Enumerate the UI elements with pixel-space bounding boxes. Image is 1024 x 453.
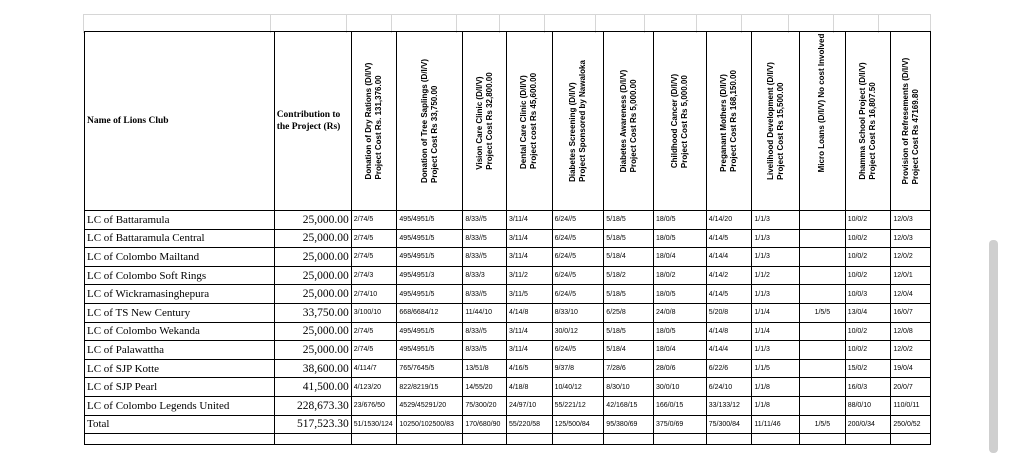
header-project: Dental Care Clinic (D/I/V) Project cost Rs 45,600.00: [506, 32, 552, 211]
project-count-cell: 18/0/5: [654, 229, 707, 248]
project-count-cell: 12/0/3: [891, 211, 931, 230]
table-row: [85, 211, 931, 230]
table-row: [85, 396, 931, 415]
project-count-cell: 5/20/8: [706, 303, 752, 322]
project-count-cell: 18/0/5: [654, 285, 707, 304]
project-count-cell: 18/0/5: [654, 211, 707, 230]
project-count-cell: 10/0/3: [845, 285, 891, 304]
project-count-cell: 4/18/8: [506, 378, 552, 397]
header-project: Donation of Tree Saplings (D/I/V) Project Cost Rs 33,750.00: [397, 32, 463, 211]
contribution-cell: 25,000.00: [274, 322, 351, 341]
contribution-cell: 25,000.00: [274, 211, 351, 230]
project-count-cell: 8/33//5: [463, 285, 507, 304]
project-count-cell: 55/220/58: [506, 415, 552, 434]
contribution-cell: 38,600.00: [274, 359, 351, 378]
project-count-cell: [800, 396, 846, 415]
table-row: [85, 341, 931, 360]
project-count-cell: 10/0/2: [845, 229, 891, 248]
project-count-cell: 4/14/8: [506, 303, 552, 322]
project-count-cell: 11/11/46: [752, 415, 800, 434]
project-count-cell: 10/0/2: [845, 322, 891, 341]
project-count-cell: 8/33//5: [463, 229, 507, 248]
project-count-cell: 2/74/5: [351, 211, 397, 230]
project-count-cell: 4/14/5: [706, 285, 752, 304]
project-count-cell: 4/14/20: [706, 211, 752, 230]
project-count-cell: 3/11/2: [506, 266, 552, 285]
table-row: [85, 359, 931, 378]
table-row: [85, 248, 931, 267]
project-count-cell: 4/14/5: [706, 229, 752, 248]
project-count-cell: 18/0/5: [654, 322, 707, 341]
project-count-cell: 765/7645/5: [397, 359, 463, 378]
project-count-cell: 495/4951/5: [397, 248, 463, 267]
project-count-cell: 1/1/3: [752, 285, 800, 304]
empty-cell: [274, 434, 351, 445]
project-count-cell: 10/0/2: [845, 341, 891, 360]
header-project: Preganant Mothers (D/I/V) Project Cost Rs 168,150.00: [706, 32, 752, 211]
table-row: [85, 378, 931, 397]
project-count-cell: 3/11/4: [506, 248, 552, 267]
project-count-cell: 2/74/5: [351, 341, 397, 360]
empty-cell: [397, 434, 463, 445]
empty-cell: [752, 434, 800, 445]
project-count-cell: 4/114/7: [351, 359, 397, 378]
project-count-cell: 24/97/10: [506, 396, 552, 415]
contribution-cell: 25,000.00: [274, 266, 351, 285]
contribution-cell: 25,000.00: [274, 285, 351, 304]
project-count-cell: [800, 378, 846, 397]
header-project: Childhood Cancer (D/I/V) Project Cost Rs 5,000.00: [654, 32, 707, 211]
project-count-cell: 200/0/34: [845, 415, 891, 434]
empty-cell: [654, 434, 707, 445]
vertical-scrollbar[interactable]: [989, 240, 998, 453]
project-count-cell: [800, 266, 846, 285]
project-count-cell: 4/14/8: [706, 322, 752, 341]
project-count-cell: 1/1/4: [752, 322, 800, 341]
project-count-cell: 6/24//5: [552, 285, 604, 304]
project-count-cell: 110/0/11: [891, 396, 931, 415]
project-count-cell: 375/0/69: [654, 415, 707, 434]
empty-cell: [604, 434, 654, 445]
project-count-cell: 1/1/3: [752, 248, 800, 267]
empty-cell: [552, 434, 604, 445]
project-count-cell: 1/1/3: [752, 229, 800, 248]
project-count-cell: 2/74/5: [351, 229, 397, 248]
project-count-cell: 30/0/10: [654, 378, 707, 397]
project-count-cell: 33/133/12: [706, 396, 752, 415]
table-row: [85, 285, 931, 304]
project-count-cell: 4529/45291/20: [397, 396, 463, 415]
club-name-cell: LC of SJP Kotte: [85, 359, 275, 378]
header-club-name: Name of Lions Club: [85, 32, 275, 211]
project-count-cell: 250/0/52: [891, 415, 931, 434]
project-count-cell: 6/25/8: [604, 303, 654, 322]
project-count-cell: 10/40/12: [552, 378, 604, 397]
contribution-cell: 517,523.30: [274, 415, 351, 434]
project-count-cell: 12/0/2: [891, 341, 931, 360]
project-count-cell: 8/33/10: [552, 303, 604, 322]
project-count-cell: 12/0/2: [891, 248, 931, 267]
header-row: [85, 32, 931, 211]
header-project: Diabetes Screening (D/I/V) Project Sponsored by Nawaloka: [552, 32, 604, 211]
table-body: [85, 211, 931, 445]
club-name-cell: LC of TS New Century: [85, 303, 275, 322]
project-count-cell: 18/0/2: [654, 266, 707, 285]
header-project: Diabetes Awareness (D/I/V) Project Cost Rs 5,000.00: [604, 32, 654, 211]
club-name-cell: LC of Palawattha: [85, 341, 275, 360]
project-count-cell: 6/24//5: [552, 211, 604, 230]
project-count-cell: 18/0/4: [654, 248, 707, 267]
club-name-cell: LC of Battaramula Central: [85, 229, 275, 248]
empty-cell: [800, 434, 846, 445]
project-count-cell: 125/500/84: [552, 415, 604, 434]
project-count-cell: 6/24//5: [552, 266, 604, 285]
project-count-cell: [800, 211, 846, 230]
project-count-cell: 5/18/4: [604, 341, 654, 360]
empty-cell: [845, 434, 891, 445]
project-count-cell: 3/100/10: [351, 303, 397, 322]
club-name-cell: LC of Colombo Soft Rings: [85, 266, 275, 285]
project-count-cell: 12/0/8: [891, 322, 931, 341]
club-name-cell: Total: [85, 415, 275, 434]
empty-cell: [85, 434, 275, 445]
contribution-cell: 33,750.00: [274, 303, 351, 322]
project-count-cell: 4/123/20: [351, 378, 397, 397]
club-name-cell: LC of Battaramula: [85, 211, 275, 230]
project-count-cell: 9/37/8: [552, 359, 604, 378]
project-count-cell: 5/18/4: [604, 248, 654, 267]
project-count-cell: 1/1/3: [752, 341, 800, 360]
project-count-cell: [800, 341, 846, 360]
project-count-cell: 51/1530/124: [351, 415, 397, 434]
project-count-cell: 13/51/8: [463, 359, 507, 378]
project-count-cell: 1/5/5: [800, 303, 846, 322]
project-count-cell: 4/14/4: [706, 248, 752, 267]
project-count-cell: 2/74/3: [351, 266, 397, 285]
empty-cell: [891, 434, 931, 445]
project-count-cell: 75/300/84: [706, 415, 752, 434]
club-name-cell: LC of Colombo Mailtand: [85, 248, 275, 267]
project-count-cell: [800, 248, 846, 267]
project-count-cell: 8/33//5: [463, 341, 507, 360]
project-count-cell: 2/74/5: [351, 322, 397, 341]
project-count-cell: [800, 229, 846, 248]
empty-cell: [706, 434, 752, 445]
project-count-cell: 8/33/3: [463, 266, 507, 285]
project-count-cell: 3/11/4: [506, 229, 552, 248]
project-count-cell: 1/1/4: [752, 303, 800, 322]
project-count-cell: 1/5/5: [800, 415, 846, 434]
project-count-cell: 4/14/2: [706, 266, 752, 285]
header-project: Provision of Refresements (D/I/V) Project Cost Rs 47169.80: [891, 32, 931, 211]
project-count-cell: 30/0/12: [552, 322, 604, 341]
project-count-cell: 42/168/15: [604, 396, 654, 415]
project-count-cell: 16/0/7: [891, 303, 931, 322]
project-count-cell: 6/24//5: [552, 248, 604, 267]
club-name-cell: LC of SJP Pearl: [85, 378, 275, 397]
total-row: [85, 415, 931, 434]
project-count-cell: 24/0/8: [654, 303, 707, 322]
project-count-cell: 1/1/3: [752, 211, 800, 230]
project-count-cell: 5/18/5: [604, 285, 654, 304]
project-count-cell: 12/0/1: [891, 266, 931, 285]
header-project: Livelihood Development (D/I/V) Project Cost Rs 15,500.00: [752, 32, 800, 211]
empty-cell: [463, 434, 507, 445]
project-count-cell: [800, 359, 846, 378]
project-count-cell: 5/18/5: [604, 229, 654, 248]
header-project: Micro Loans (D/I/V) No cost Involved: [800, 32, 846, 211]
project-count-cell: 495/4951/5: [397, 285, 463, 304]
project-count-cell: 8/33//5: [463, 211, 507, 230]
project-count-cell: 20/0/7: [891, 378, 931, 397]
project-count-cell: 1/1/8: [752, 378, 800, 397]
project-count-cell: 1/1/2: [752, 266, 800, 285]
project-count-cell: 6/24//5: [552, 341, 604, 360]
club-name-cell: LC of Colombo Legends United: [85, 396, 275, 415]
project-count-cell: 4/14/4: [706, 341, 752, 360]
table-row: [85, 229, 931, 248]
project-count-cell: 12/0/4: [891, 285, 931, 304]
project-count-cell: 3/11/4: [506, 322, 552, 341]
project-count-cell: 18/0/4: [654, 341, 707, 360]
project-count-cell: 28/0/6: [654, 359, 707, 378]
project-count-cell: 11/44/10: [463, 303, 507, 322]
project-count-cell: 10250/102500/83: [397, 415, 463, 434]
table-row: [85, 266, 931, 285]
project-count-cell: 5/18/2: [604, 266, 654, 285]
project-count-cell: 3/11/4: [506, 341, 552, 360]
project-count-cell: 3/11/5: [506, 285, 552, 304]
project-count-cell: 2/74/10: [351, 285, 397, 304]
project-count-cell: 5/18/5: [604, 211, 654, 230]
project-count-cell: 495/4951/3: [397, 266, 463, 285]
project-count-cell: [800, 322, 846, 341]
project-count-cell: 668/6684/12: [397, 303, 463, 322]
project-count-cell: 166/0/15: [654, 396, 707, 415]
project-count-cell: 23/676/50: [351, 396, 397, 415]
header-project: Donation of Dry Rations (D/I/V) Project Cost Rs. 131,376.00: [351, 32, 397, 211]
project-count-cell: 8/30/10: [604, 378, 654, 397]
table-row: [85, 303, 931, 322]
club-name-cell: LC of Wickramasinghepura: [85, 285, 275, 304]
project-count-cell: 6/24/10: [706, 378, 752, 397]
header-project: Vision Care Clinic (D/I/V) Project Cost Rs 32,800.00: [463, 32, 507, 211]
contribution-cell: 25,000.00: [274, 248, 351, 267]
project-count-cell: 5/18/5: [604, 322, 654, 341]
project-count-cell: 170/680/90: [463, 415, 507, 434]
project-count-cell: 10/0/2: [845, 211, 891, 230]
project-count-cell: 1/1/8: [752, 396, 800, 415]
project-count-cell: 19/0/4: [891, 359, 931, 378]
project-count-cell: 10/0/2: [845, 248, 891, 267]
project-count-cell: 1/1/5: [752, 359, 800, 378]
project-count-cell: 6/22/6: [706, 359, 752, 378]
project-count-cell: 15/0/2: [845, 359, 891, 378]
project-count-cell: 8/33//5: [463, 248, 507, 267]
project-count-cell: 495/4951/5: [397, 341, 463, 360]
project-count-cell: 55/221/12: [552, 396, 604, 415]
project-count-cell: 2/74/5: [351, 248, 397, 267]
project-count-cell: 495/4951/5: [397, 229, 463, 248]
club-name-cell: LC of Colombo Wekanda: [85, 322, 275, 341]
contribution-cell: 25,000.00: [274, 341, 351, 360]
project-count-cell: 88/0/10: [845, 396, 891, 415]
empty-row: [85, 434, 931, 445]
project-count-cell: 6/24//5: [552, 229, 604, 248]
project-count-cell: 75/300/20: [463, 396, 507, 415]
project-count-cell: 14/55/20: [463, 378, 507, 397]
project-count-cell: 495/4951/5: [397, 322, 463, 341]
project-count-cell: 4/16/5: [506, 359, 552, 378]
project-count-cell: 95/380/69: [604, 415, 654, 434]
contribution-cell: 25,000.00: [274, 229, 351, 248]
header-contribution: Contribution to the Project (Rs): [274, 32, 351, 211]
project-count-cell: 8/33//5: [463, 322, 507, 341]
project-count-cell: 7/28/6: [604, 359, 654, 378]
project-count-cell: 13/0/4: [845, 303, 891, 322]
project-count-cell: 3/11/4: [506, 211, 552, 230]
project-count-cell: [800, 285, 846, 304]
project-count-cell: 495/4951/5: [397, 211, 463, 230]
header-project: Dhamma School Project (D/I/V) Project Cost Rs 16,807.50: [845, 32, 891, 211]
project-count-cell: 12/0/3: [891, 229, 931, 248]
contribution-cell: 228,673.30: [274, 396, 351, 415]
project-count-cell: 822/8219/15: [397, 378, 463, 397]
empty-cell: [351, 434, 397, 445]
project-count-cell: 10/0/2: [845, 266, 891, 285]
lions-club-projects-table: [84, 31, 931, 445]
contribution-cell: 41,500.00: [274, 378, 351, 397]
table-row: [85, 322, 931, 341]
project-count-cell: 16/0/3: [845, 378, 891, 397]
empty-cell: [506, 434, 552, 445]
